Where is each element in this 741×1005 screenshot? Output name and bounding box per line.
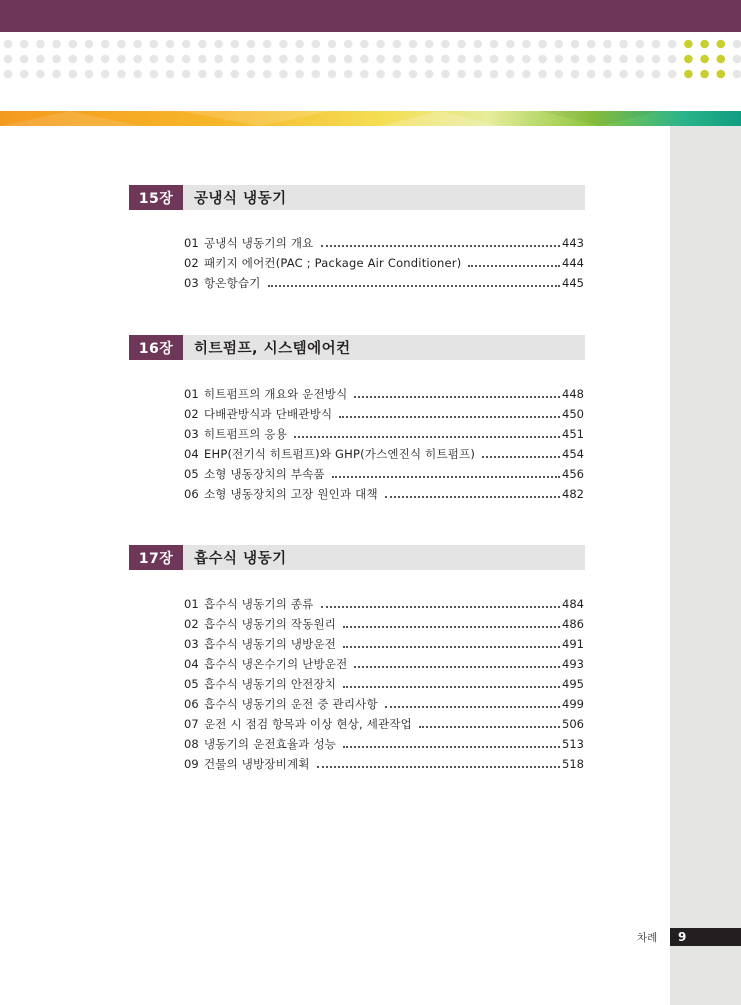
chapter-title: 공냉식 냉동기 [194, 191, 287, 207]
dot-leader [321, 606, 561, 608]
entry-number: 04 [184, 447, 199, 461]
decorative-dot [733, 55, 741, 64]
entry-title: 흡수식 냉동기의 작동원리 [204, 617, 337, 631]
decorative-dot [328, 40, 337, 49]
entry-page: 454 [562, 447, 584, 461]
entry-number: 04 [184, 657, 199, 671]
decorative-dot [85, 40, 94, 49]
decorative-dot [295, 40, 304, 49]
chapter-number: 16장 [129, 335, 183, 360]
decorative-dot [231, 40, 240, 49]
decorative-dot [538, 55, 547, 64]
chapter-number: 17장 [129, 545, 183, 570]
decorative-dot [214, 55, 223, 64]
decorative-dot [312, 70, 321, 79]
decorative-dot [733, 70, 741, 79]
decorative-dot [263, 55, 272, 64]
decorative-dot [150, 70, 159, 79]
decorative-dot [4, 55, 13, 64]
decorative-dot [247, 55, 256, 64]
decorative-dot [295, 55, 304, 64]
decorative-dot [133, 55, 142, 64]
decorative-dot [101, 70, 110, 79]
toc-entry[interactable] [184, 384, 584, 404]
entry-page: 495 [562, 677, 584, 691]
decorative-dot [490, 55, 499, 64]
decorative-dot [4, 70, 13, 79]
page-number-box [670, 928, 741, 946]
entry-number: 08 [184, 737, 199, 751]
entry-title: 소형 냉동장치의 부속품 [204, 467, 325, 481]
decorative-dot [425, 70, 434, 79]
toc-entry[interactable] [184, 404, 584, 424]
decorative-dot [101, 55, 110, 64]
chapter-16-toc [184, 384, 584, 504]
toc-entry[interactable] [184, 714, 584, 734]
decorative-dot [344, 70, 353, 79]
decorative-dot [684, 70, 693, 79]
dot-leader [268, 285, 561, 287]
entry-title: 냉동기의 운전효율과 성능 [204, 737, 337, 751]
decorative-dot [150, 40, 159, 49]
decorative-dot [328, 55, 337, 64]
decorative-color-stripe [0, 111, 741, 126]
entry-number: 09 [184, 757, 199, 771]
decorative-dot [393, 55, 402, 64]
entry-title: 히트펌프의 응용 [204, 427, 288, 441]
decorative-dot [312, 55, 321, 64]
decorative-dot [117, 40, 126, 49]
decorative-dot [182, 55, 191, 64]
decorative-dot [522, 55, 531, 64]
decorative-dot [328, 70, 337, 79]
entry-page: 506 [562, 717, 584, 731]
decorative-dot [263, 70, 272, 79]
dot-leader [385, 496, 560, 498]
dot-leader [339, 416, 560, 418]
decorative-dot [652, 70, 661, 79]
decorative-dot [619, 70, 628, 79]
toc-entry[interactable] [184, 233, 584, 253]
decorative-dot [312, 40, 321, 49]
decorative-dot [555, 70, 564, 79]
decorative-dot [717, 55, 726, 64]
decorative-dot [69, 70, 78, 79]
decorative-dot [425, 40, 434, 49]
decorative-dot [425, 55, 434, 64]
decorative-dot [198, 55, 207, 64]
toc-entry[interactable] [184, 674, 584, 694]
decorative-dot [4, 40, 13, 49]
decorative-dot [231, 55, 240, 64]
entry-number: 01 [184, 236, 199, 250]
entry-page: 443 [562, 236, 584, 250]
dot-leader [354, 666, 560, 668]
decorative-dot [393, 70, 402, 79]
decorative-dot [133, 70, 142, 79]
entry-title: 건물의 냉방장비계획 [204, 757, 310, 771]
decorative-dot [36, 40, 45, 49]
decorative-dot [101, 40, 110, 49]
entry-number: 01 [184, 387, 199, 401]
decorative-dot [69, 55, 78, 64]
decorative-dot [457, 40, 466, 49]
toc-entry[interactable] [184, 654, 584, 674]
decorative-dot [20, 70, 29, 79]
decorative-dot [636, 40, 645, 49]
decorative-dot [36, 55, 45, 64]
decorative-dot [587, 40, 596, 49]
decorative-dot [668, 55, 677, 64]
entry-number: 03 [184, 637, 199, 651]
decorative-dot [360, 70, 369, 79]
decorative-dot [231, 70, 240, 79]
decorative-dot [182, 70, 191, 79]
decorative-dot [684, 40, 693, 49]
entry-number: 02 [184, 617, 199, 631]
decorative-dot [376, 55, 385, 64]
decorative-dot [344, 40, 353, 49]
entry-number: 03 [184, 427, 199, 441]
entry-title: 소형 냉동장치의 고장 원인과 대책 [204, 487, 378, 501]
dot-leader [468, 265, 560, 267]
decorative-dot [85, 70, 94, 79]
decorative-dot [279, 40, 288, 49]
decorative-dot [36, 70, 45, 79]
entry-number: 02 [184, 407, 199, 421]
decorative-dot [166, 55, 175, 64]
decorative-dot [20, 40, 29, 49]
decorative-dot [279, 70, 288, 79]
decorative-dot [52, 40, 61, 49]
decorative-dot [538, 40, 547, 49]
entry-page: 513 [562, 737, 584, 751]
chapter-title: 히트펌프, 시스템에어컨 [194, 341, 351, 357]
decorative-dot [295, 70, 304, 79]
decorative-dot [214, 40, 223, 49]
chapter-17-toc [184, 594, 584, 774]
decorative-dot [409, 40, 418, 49]
decorative-dot [668, 40, 677, 49]
decorative-dot [409, 55, 418, 64]
decorative-dot [69, 40, 78, 49]
header-bar [0, 0, 741, 32]
decorative-dot [700, 70, 709, 79]
toc-entry[interactable] [184, 273, 584, 293]
page-number: 9 [678, 930, 687, 944]
decorative-dot [571, 70, 580, 79]
decorative-dot [166, 70, 175, 79]
decorative-dot [52, 55, 61, 64]
decorative-dot [717, 40, 726, 49]
decorative-dot [603, 40, 612, 49]
entry-page: 445 [562, 276, 584, 290]
decorative-dot [636, 70, 645, 79]
decorative-dot [603, 55, 612, 64]
footer-label: 차례 [637, 932, 658, 944]
toc-entry[interactable] [184, 634, 584, 654]
right-sidebar [670, 126, 741, 1005]
toc-entry[interactable] [184, 694, 584, 714]
decorative-dot [441, 55, 450, 64]
decorative-dot [247, 70, 256, 79]
entry-title: 흡수식 냉동기의 운전 중 관리사항 [204, 697, 378, 711]
chapter-15-toc [184, 233, 584, 293]
toc-entry[interactable] [184, 754, 584, 774]
entry-title: EHP(전기식 히트펌프)와 GHP(가스엔진식 히트펌프) [204, 447, 476, 461]
entry-page: 499 [562, 697, 584, 711]
decorative-dot [344, 55, 353, 64]
decorative-dot [587, 55, 596, 64]
decorative-dot [457, 55, 466, 64]
decorative-dot [457, 70, 466, 79]
toc-entry[interactable] [184, 444, 584, 464]
decorative-dot [198, 40, 207, 49]
entry-title: 공냉식 냉동기의 개요 [204, 236, 314, 250]
entry-page: 493 [562, 657, 584, 671]
dot-leader [343, 686, 560, 688]
dot-leader [385, 706, 560, 708]
decorative-dot [684, 55, 693, 64]
toc-entry[interactable] [184, 594, 584, 614]
decorative-dot [409, 70, 418, 79]
decorative-dot [474, 70, 483, 79]
decorative-dot [214, 70, 223, 79]
toc-entry[interactable] [184, 734, 584, 754]
dot-leader [343, 646, 560, 648]
dot-leader [321, 245, 561, 247]
decorative-dot [20, 55, 29, 64]
chapter-17-header [129, 545, 585, 570]
decorative-dot-pattern [0, 32, 741, 96]
decorative-dot [198, 70, 207, 79]
entry-title: 흡수식 냉동기의 종류 [204, 597, 314, 611]
toc-entry[interactable] [184, 253, 584, 273]
entry-title: 다배관방식과 단배관방식 [204, 407, 333, 421]
decorative-dot [619, 40, 628, 49]
decorative-dot [587, 70, 596, 79]
entry-page: 451 [562, 427, 584, 441]
entry-page: 456 [562, 467, 584, 481]
chapter-15-header [129, 185, 585, 210]
dot-leader [343, 746, 560, 748]
decorative-dot [279, 55, 288, 64]
decorative-dot [506, 40, 515, 49]
decorative-dot [263, 40, 272, 49]
decorative-dot [85, 55, 94, 64]
decorative-dot [474, 55, 483, 64]
decorative-dot [733, 40, 741, 49]
dot-leader [343, 626, 560, 628]
decorative-dot [700, 55, 709, 64]
toc-entry[interactable] [184, 464, 584, 484]
dot-leader [354, 396, 560, 398]
entry-page: 450 [562, 407, 584, 421]
entry-title: 히트펌프의 개요와 운전방식 [204, 387, 348, 401]
chapter-number: 15장 [129, 185, 183, 210]
decorative-dot [700, 40, 709, 49]
decorative-dot [506, 70, 515, 79]
decorative-dot [360, 55, 369, 64]
decorative-dot [652, 55, 661, 64]
entry-page: 444 [562, 256, 584, 270]
decorative-dot [441, 70, 450, 79]
entry-number: 02 [184, 256, 199, 270]
entry-number: 06 [184, 487, 199, 501]
dot-leader [482, 456, 560, 458]
decorative-dot [166, 40, 175, 49]
decorative-dot [474, 40, 483, 49]
dot-leader [332, 476, 560, 478]
dot-leader [317, 766, 560, 768]
entry-title: 흡수식 냉동기의 안전장치 [204, 677, 337, 691]
entry-title: 운전 시 점검 항목과 이상 현상, 세관작업 [204, 717, 412, 731]
chapter-title: 흡수식 냉동기 [194, 551, 287, 567]
decorative-dot [571, 40, 580, 49]
toc-entry[interactable] [184, 614, 584, 634]
entry-page: 486 [562, 617, 584, 631]
entry-number: 05 [184, 677, 199, 691]
decorative-dot [555, 55, 564, 64]
decorative-dot [652, 40, 661, 49]
decorative-dot [117, 70, 126, 79]
decorative-dot [555, 40, 564, 49]
entry-title: 흡수식 냉온수기의 난방운전 [204, 657, 348, 671]
entry-number: 05 [184, 467, 199, 481]
decorative-dot [522, 40, 531, 49]
entry-title: 흡수식 냉동기의 냉방운전 [204, 637, 337, 651]
decorative-dot [490, 40, 499, 49]
entry-number: 07 [184, 717, 199, 731]
entry-page: 491 [562, 637, 584, 651]
decorative-dot [376, 70, 385, 79]
entry-number: 01 [184, 597, 199, 611]
decorative-dot [247, 40, 256, 49]
decorative-dot [376, 40, 385, 49]
decorative-dot [571, 55, 580, 64]
decorative-dot [603, 70, 612, 79]
decorative-dot [538, 70, 547, 79]
entry-number: 06 [184, 697, 199, 711]
decorative-dot [133, 40, 142, 49]
decorative-dot [182, 40, 191, 49]
chapter-16-header [129, 335, 585, 360]
decorative-dot [393, 40, 402, 49]
decorative-dot [522, 70, 531, 79]
decorative-dot [441, 40, 450, 49]
decorative-dot [619, 55, 628, 64]
decorative-dot [636, 55, 645, 64]
decorative-dot [668, 70, 677, 79]
decorative-dot [360, 40, 369, 49]
entry-page: 448 [562, 387, 584, 401]
decorative-dot [117, 55, 126, 64]
dot-leader [294, 436, 560, 438]
dot-leader [419, 726, 560, 728]
entry-number: 03 [184, 276, 199, 290]
decorative-dot [52, 70, 61, 79]
entry-title: 항온항습기 [204, 276, 261, 290]
toc-entry[interactable] [184, 424, 584, 444]
entry-title: 패키지 에어컨(PAC ; Package Air Conditioner) [204, 256, 462, 270]
entry-page: 484 [562, 597, 584, 611]
decorative-dot [150, 55, 159, 64]
entry-page: 482 [562, 487, 584, 501]
toc-entry[interactable] [184, 484, 584, 504]
decorative-dot [490, 70, 499, 79]
entry-page: 518 [562, 757, 584, 771]
decorative-dot [506, 55, 515, 64]
decorative-dot [717, 70, 726, 79]
